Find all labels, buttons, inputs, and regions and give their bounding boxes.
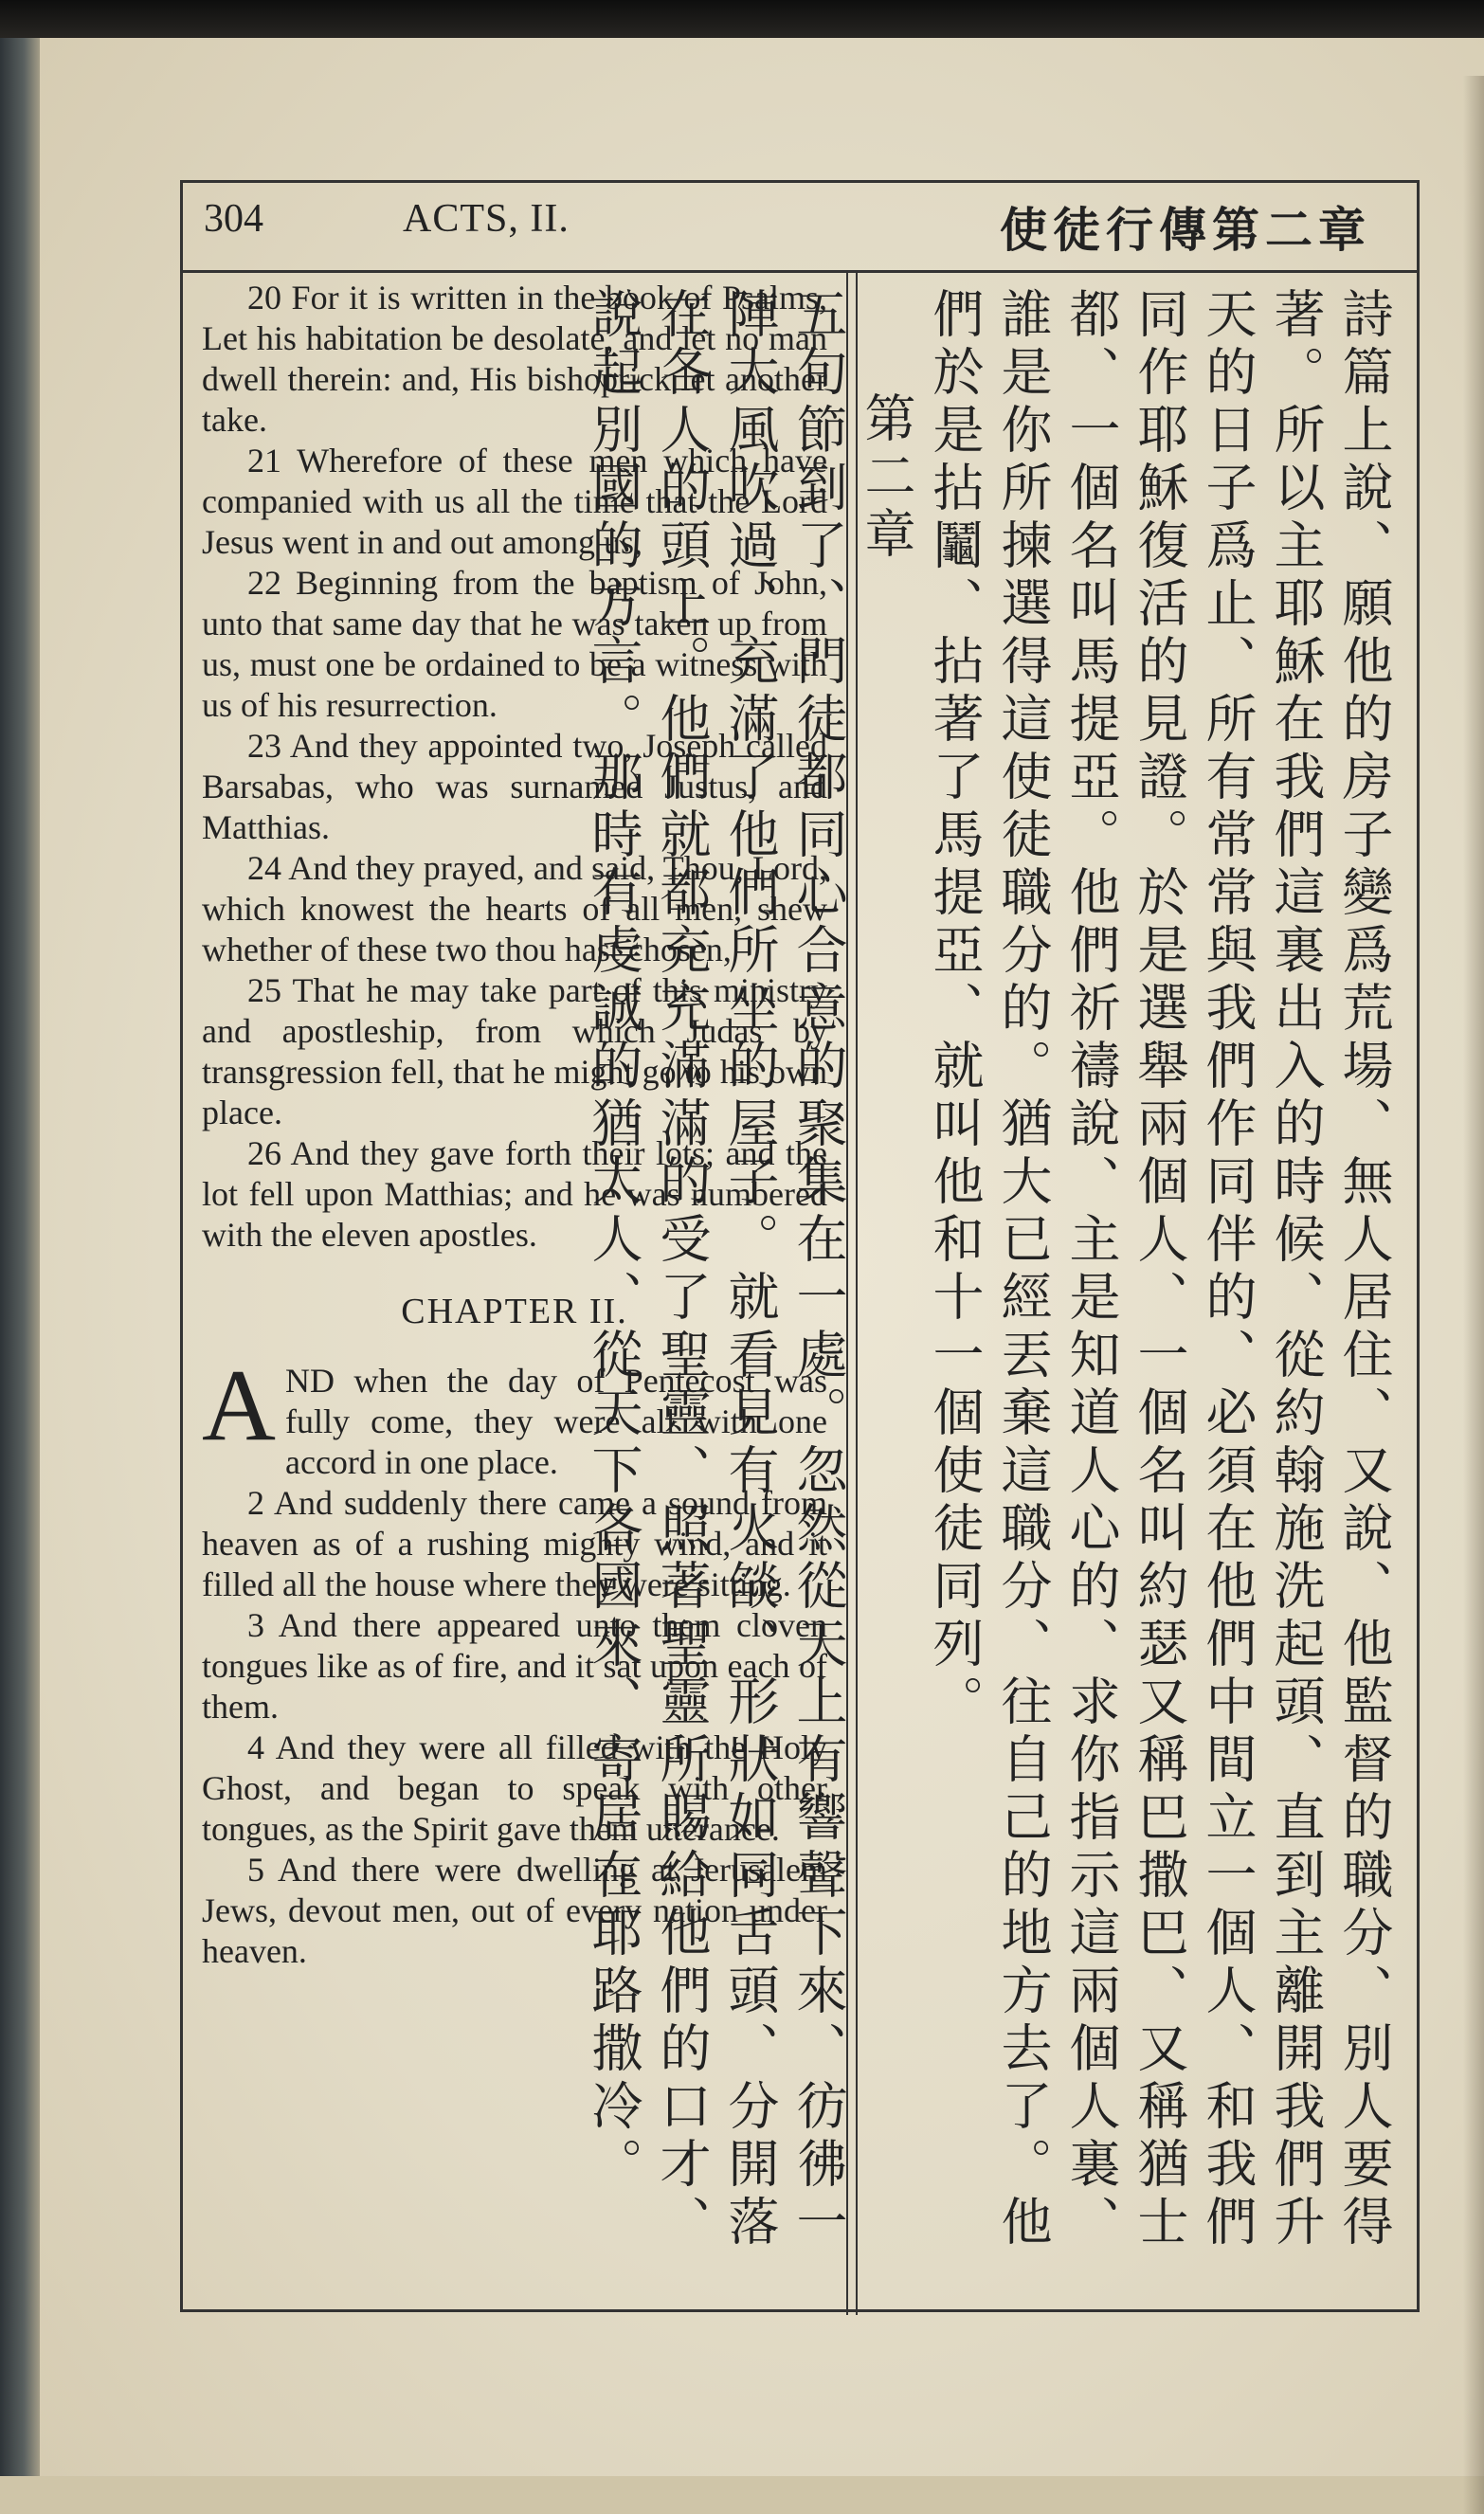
header-rule	[183, 270, 1417, 273]
running-title: ACTS, II.	[403, 197, 570, 241]
verse-21: 21 Wherefore of these men which have companied with us all the time that the Lord Jesus went in and out among us,	[202, 442, 827, 561]
verse-1-text: ND when the day of Pentecost was fully come, they were all with one accord in one place.	[285, 1362, 827, 1481]
verse-25: 25 That he may take part of this ministry and apostleship, from which Judas by transgression fell, that he might go to his own place.	[202, 971, 827, 1131]
verse-22: 22 Beginning from the baptism of John, unto that same day that he was taken up from us, must one be ordained to be a witness with us of his resurrection.	[202, 564, 827, 724]
page-number: 304	[204, 197, 263, 241]
chinese-chapter-one-text: 詩篇上說、願他的房子變爲荒場、無人居住、又說、他監督的職分、別人要得著。所以主耶穌在我們這裏出入的時候、從約翰施洗起頭、直到主離開我們升天的日子爲止、所有常常與我們作同伴的、必須在他們中間立一個人、和我們同作耶穌復活的見證。於是選舉兩個人、一個名叫約瑟又稱巴撒巴、又稱猶士都、一個名叫馬提亞。他們祈禱說、主是知道人心的、求你指示這兩個人裏、誰是你所揀選得這使徒職分的。猶大已經丟棄這職分、往自己的地方去了。他們於是拈鬮、拈著了馬提亞、就叫他和十一個使徒同列。	[925, 287, 1394, 2252]
drop-cap: A	[202, 1349, 276, 1462]
verse-23: 23 And they appointed two, Joseph called Barsabas, who was surnamed Justus, and Matthias.	[202, 727, 827, 846]
chinese-chapter-heading: 第二章	[857, 391, 916, 565]
verse-26: 26 And they gave forth their lots; and the lot fell upon Matthias; and he was numbered with the eleven apostles.	[202, 1134, 827, 1254]
verse-5: 5 And there were dwelling at Jerusalem Jews, devout men, out of every nation under heaven.	[202, 1851, 827, 1970]
verse-3: 3 And there appeared unto them cloven tongues like as of fire, and it sat upon each of them.	[202, 1606, 827, 1726]
chinese-column	[584, 287, 1398, 2287]
book-gutter	[0, 38, 40, 2476]
verse-20: 20 For it is written in the book of Psalms, Let his habitation be desolate, and let no man dwell therein: and, His bishoprick let another take.	[202, 279, 827, 439]
page-edge-shadow	[1463, 76, 1484, 2514]
chinese-running-title: 使徒行傳第二章	[1000, 203, 1371, 258]
verse-2: 2 And suddenly there came a sound from heaven as of a rushing mighty wind, and it filled all the house where they were sitting.	[202, 1484, 827, 1603]
chinese-chapter-two-text: 五旬節到了、門徒都同心合意的聚集在一處。忽然從天上有響聲下來、彷彿一陣大風吹過、充滿了他們所坐的屋子。就看見有火燄、形狀如同舌頭、分開落在各人的頭上。他們就都充充滿滿的受了聖靈、照著聖靈所賜給他們的口才、說起別國的方言。那時有虔誠的猶太人、從天下各國來、寄居在耶路撒冷。	[584, 287, 848, 2252]
verse-4: 4 And they were all filled with the Holy Ghost, and began to speak with other tongues, as the Spirit gave them utterance.	[202, 1728, 827, 1848]
verse-24: 24 And they prayed, and said, Thou, Lord, which knowest the hearts of all men, shew whether of these two thou hast chosen,	[202, 849, 827, 968]
chapter-heading: CHAPTER II.	[401, 1292, 628, 1331]
page-frame	[180, 180, 1420, 2312]
